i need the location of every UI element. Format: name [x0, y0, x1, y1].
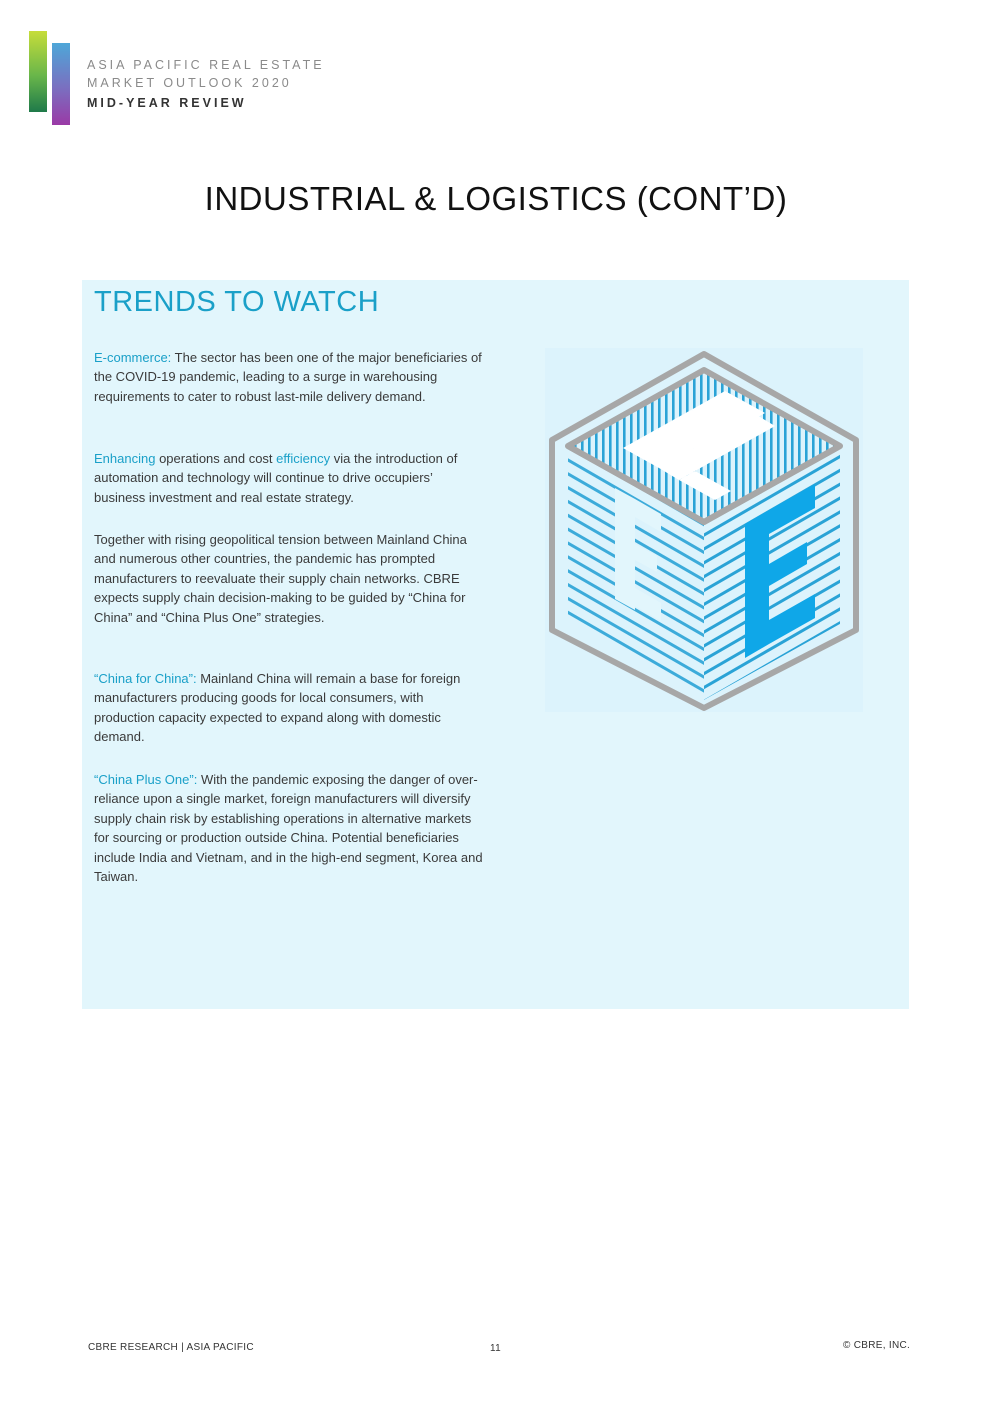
paragraph-text: The sector has been one of the major beneficiaries of the COVID-19 pandemic, leading to a surge in warehousing requirements to cater to robust last-mile delivery demand. — [94, 350, 482, 404]
brand-bar-purple — [52, 43, 70, 125]
footer-copyright: © CBRE, INC. — [843, 1340, 911, 1351]
report-subtitle: MID-YEAR REVIEW — [87, 96, 247, 110]
paragraph-lead: Enhancing — [94, 451, 156, 466]
paragraph-lead: E-commerce: — [94, 350, 172, 365]
paragraph-text: via the introduction of automation and technology will continue to drive occupiers’ business investment and real estate strategy. — [94, 451, 458, 505]
paragraph-efficiency — [94, 449, 486, 507]
paragraph-text: With the pandemic exposing the danger of over-reliance upon a single market, foreign manufacturers will diversify supply chain risk by establishing operations in alternative markets for sourcing or production outside China. Potential beneficiaries include India and Vietnam, and in the high-end segment, Korea and Taiwan. — [94, 772, 483, 885]
paragraph-china-for-china — [94, 669, 486, 747]
e-cube-icon — [545, 348, 863, 712]
panel-title: TRENDS TO WATCH — [94, 286, 380, 318]
paragraph-china-plus-one — [94, 770, 486, 886]
footer-source: CBRE RESEARCH | ASIA PACIFIC — [88, 1342, 254, 1353]
paragraph-accent: efficiency — [276, 451, 331, 466]
paragraph-text: Mainland China will remain a base for foreign manufacturers producing goods for local consumers, with production capacity expected to expand along with domestic demand. — [94, 671, 461, 745]
report-title-line-1: ASIA PACIFIC REAL ESTATE — [87, 58, 325, 72]
report-title-line-2: MARKET OUTLOOK 2020 — [87, 76, 292, 90]
paragraph-text: operations and cost — [155, 451, 277, 466]
page-title: INDUSTRIAL & LOGISTICS (CONT’D) — [204, 180, 788, 217]
paragraph-text: Together with rising geopolitical tension between Mainland China and numerous other countries, the pandemic has prompted manufacturers to reevaluate their supply chain networks. CBRE expects supply chain decision-making to be guided by “China for China” and “China Plus One” strategies. — [94, 532, 467, 625]
paragraph-ecommerce — [94, 348, 486, 406]
page-number: 11 — [490, 1343, 501, 1354]
paragraph-lead: “China for China”: — [94, 671, 197, 686]
brand-bar-green — [29, 31, 47, 112]
paragraph-lead: “China Plus One”: — [94, 772, 198, 787]
paragraph-geopolitics — [94, 530, 486, 627]
